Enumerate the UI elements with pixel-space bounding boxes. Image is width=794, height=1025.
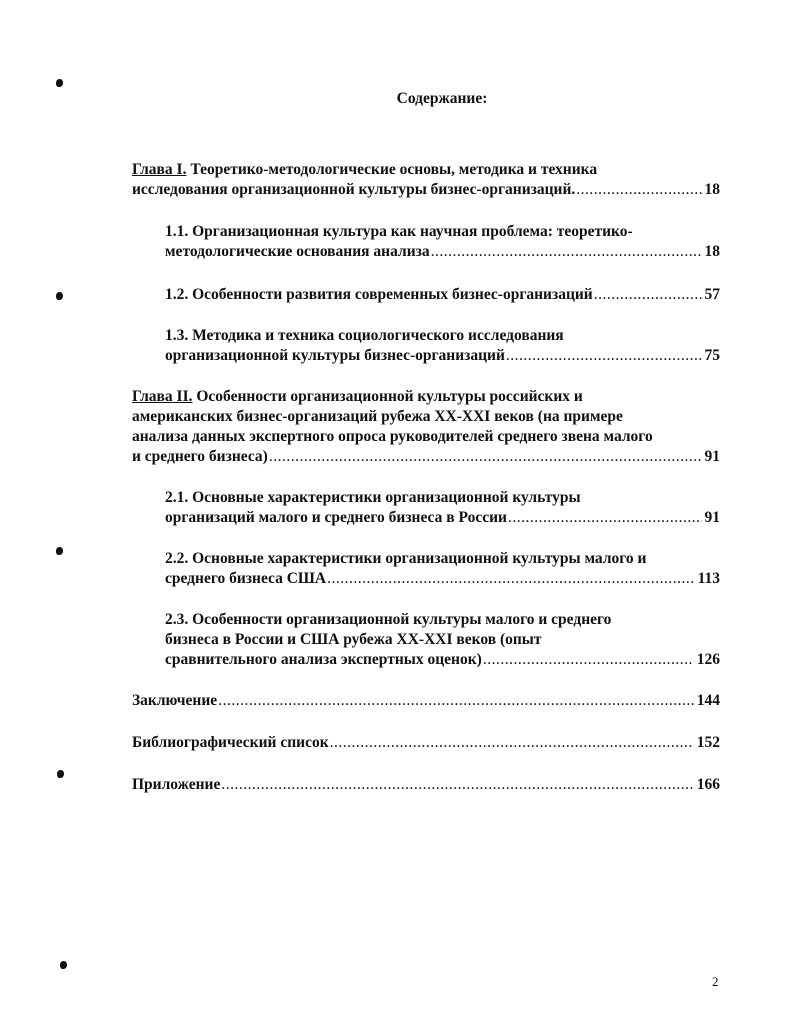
page-ref: 126: [696, 651, 720, 668]
entry-text: Особенности организационной культуры российских и: [196, 388, 583, 405]
page-ref: 144: [696, 692, 720, 709]
entry-text: организационной культуры бизнес-организаций: [165, 347, 505, 364]
entry-text: Приложение: [132, 776, 221, 793]
entry-text: 2.3. Особенности организационной культуры малого и среднего: [165, 611, 612, 628]
entry-text: анализа данных экспертного опроса руководителей среднего звена малого: [132, 428, 653, 445]
scan-mark: [56, 292, 63, 300]
entry-text: среднего бизнеса США: [165, 570, 327, 587]
page-ref: 18: [704, 243, 720, 260]
toc-section-2-3[interactable]: [165, 610, 720, 670]
entry-text: сравнительного анализа экспертных оценок): [165, 651, 482, 668]
leader-dots: [576, 180, 701, 200]
page-ref: 57: [704, 286, 720, 303]
page-ref: 75: [704, 347, 720, 364]
toc-section-1-3[interactable]: [165, 326, 720, 366]
entry-text: методологические основания анализа: [165, 243, 430, 260]
leader-dots: [508, 508, 702, 528]
entry-text: бизнеса в России и США рубежа XX-XXI веков (опыт: [165, 631, 542, 648]
page-ref: 152: [696, 734, 720, 751]
entry-text: исследования организационной культуры бизнес-организаций.: [132, 181, 576, 198]
toc-appendix[interactable]: [132, 775, 720, 795]
toc-conclusion[interactable]: [132, 691, 720, 711]
toc-section-2-1[interactable]: [165, 488, 720, 528]
leader-dots: [483, 650, 694, 670]
leader-dots: [506, 346, 702, 366]
entry-text: организаций малого и среднего бизнеса в России: [165, 509, 507, 526]
scan-mark: [57, 770, 64, 778]
toc-chapter-2[interactable]: [132, 387, 720, 467]
page-ref: 91: [704, 448, 720, 465]
toc-section-1-2[interactable]: [165, 285, 720, 305]
leader-dots: [327, 569, 694, 589]
leader-dots: [218, 691, 694, 711]
page-ref: 18: [704, 181, 720, 198]
leader-dots: [594, 285, 702, 305]
entry-text: Библиографический список: [132, 734, 329, 751]
scan-mark: [56, 79, 63, 87]
entry-text: 2.1. Основные характеристики организационной культуры: [165, 489, 581, 506]
scan-mark: [60, 961, 67, 969]
entry-text: американских бизнес-организаций рубежа XX-XXI веков (на примере: [132, 408, 623, 425]
entry-text: 1.3. Методика и техника социологического исследования: [165, 327, 564, 344]
entry-text: Заключение: [132, 692, 218, 709]
chapter-label: Глава I.: [132, 161, 187, 178]
page-ref: 91: [704, 509, 720, 526]
entry-text: и среднего бизнеса): [132, 448, 268, 465]
page-title: Содержание:: [396, 90, 488, 107]
leader-dots: [269, 447, 702, 467]
toc-chapter-1[interactable]: [132, 160, 720, 200]
entry-text: 2.2. Основные характеристики организационной культуры малого и: [165, 550, 647, 567]
toc-bibliography[interactable]: [132, 733, 720, 753]
page-ref: 113: [697, 570, 720, 587]
page-ref: 166: [696, 776, 720, 793]
toc-section-1-1[interactable]: [165, 222, 720, 262]
scan-mark: [56, 547, 63, 555]
entry-text: 1.1. Организационная культура как научная проблема: теоретико-: [165, 223, 633, 240]
leader-dots: [431, 242, 702, 262]
leader-dots: [330, 733, 694, 753]
leader-dots: [221, 775, 693, 795]
page-number: 2: [712, 974, 719, 989]
entry-text: Теоретико-методологические основы, методика и техника: [190, 161, 598, 178]
entry-text: 1.2. Особенности развития современных бизнес-организаций: [165, 286, 593, 303]
chapter-label: Глава II.: [132, 388, 193, 405]
toc-section-2-2[interactable]: [165, 549, 720, 589]
